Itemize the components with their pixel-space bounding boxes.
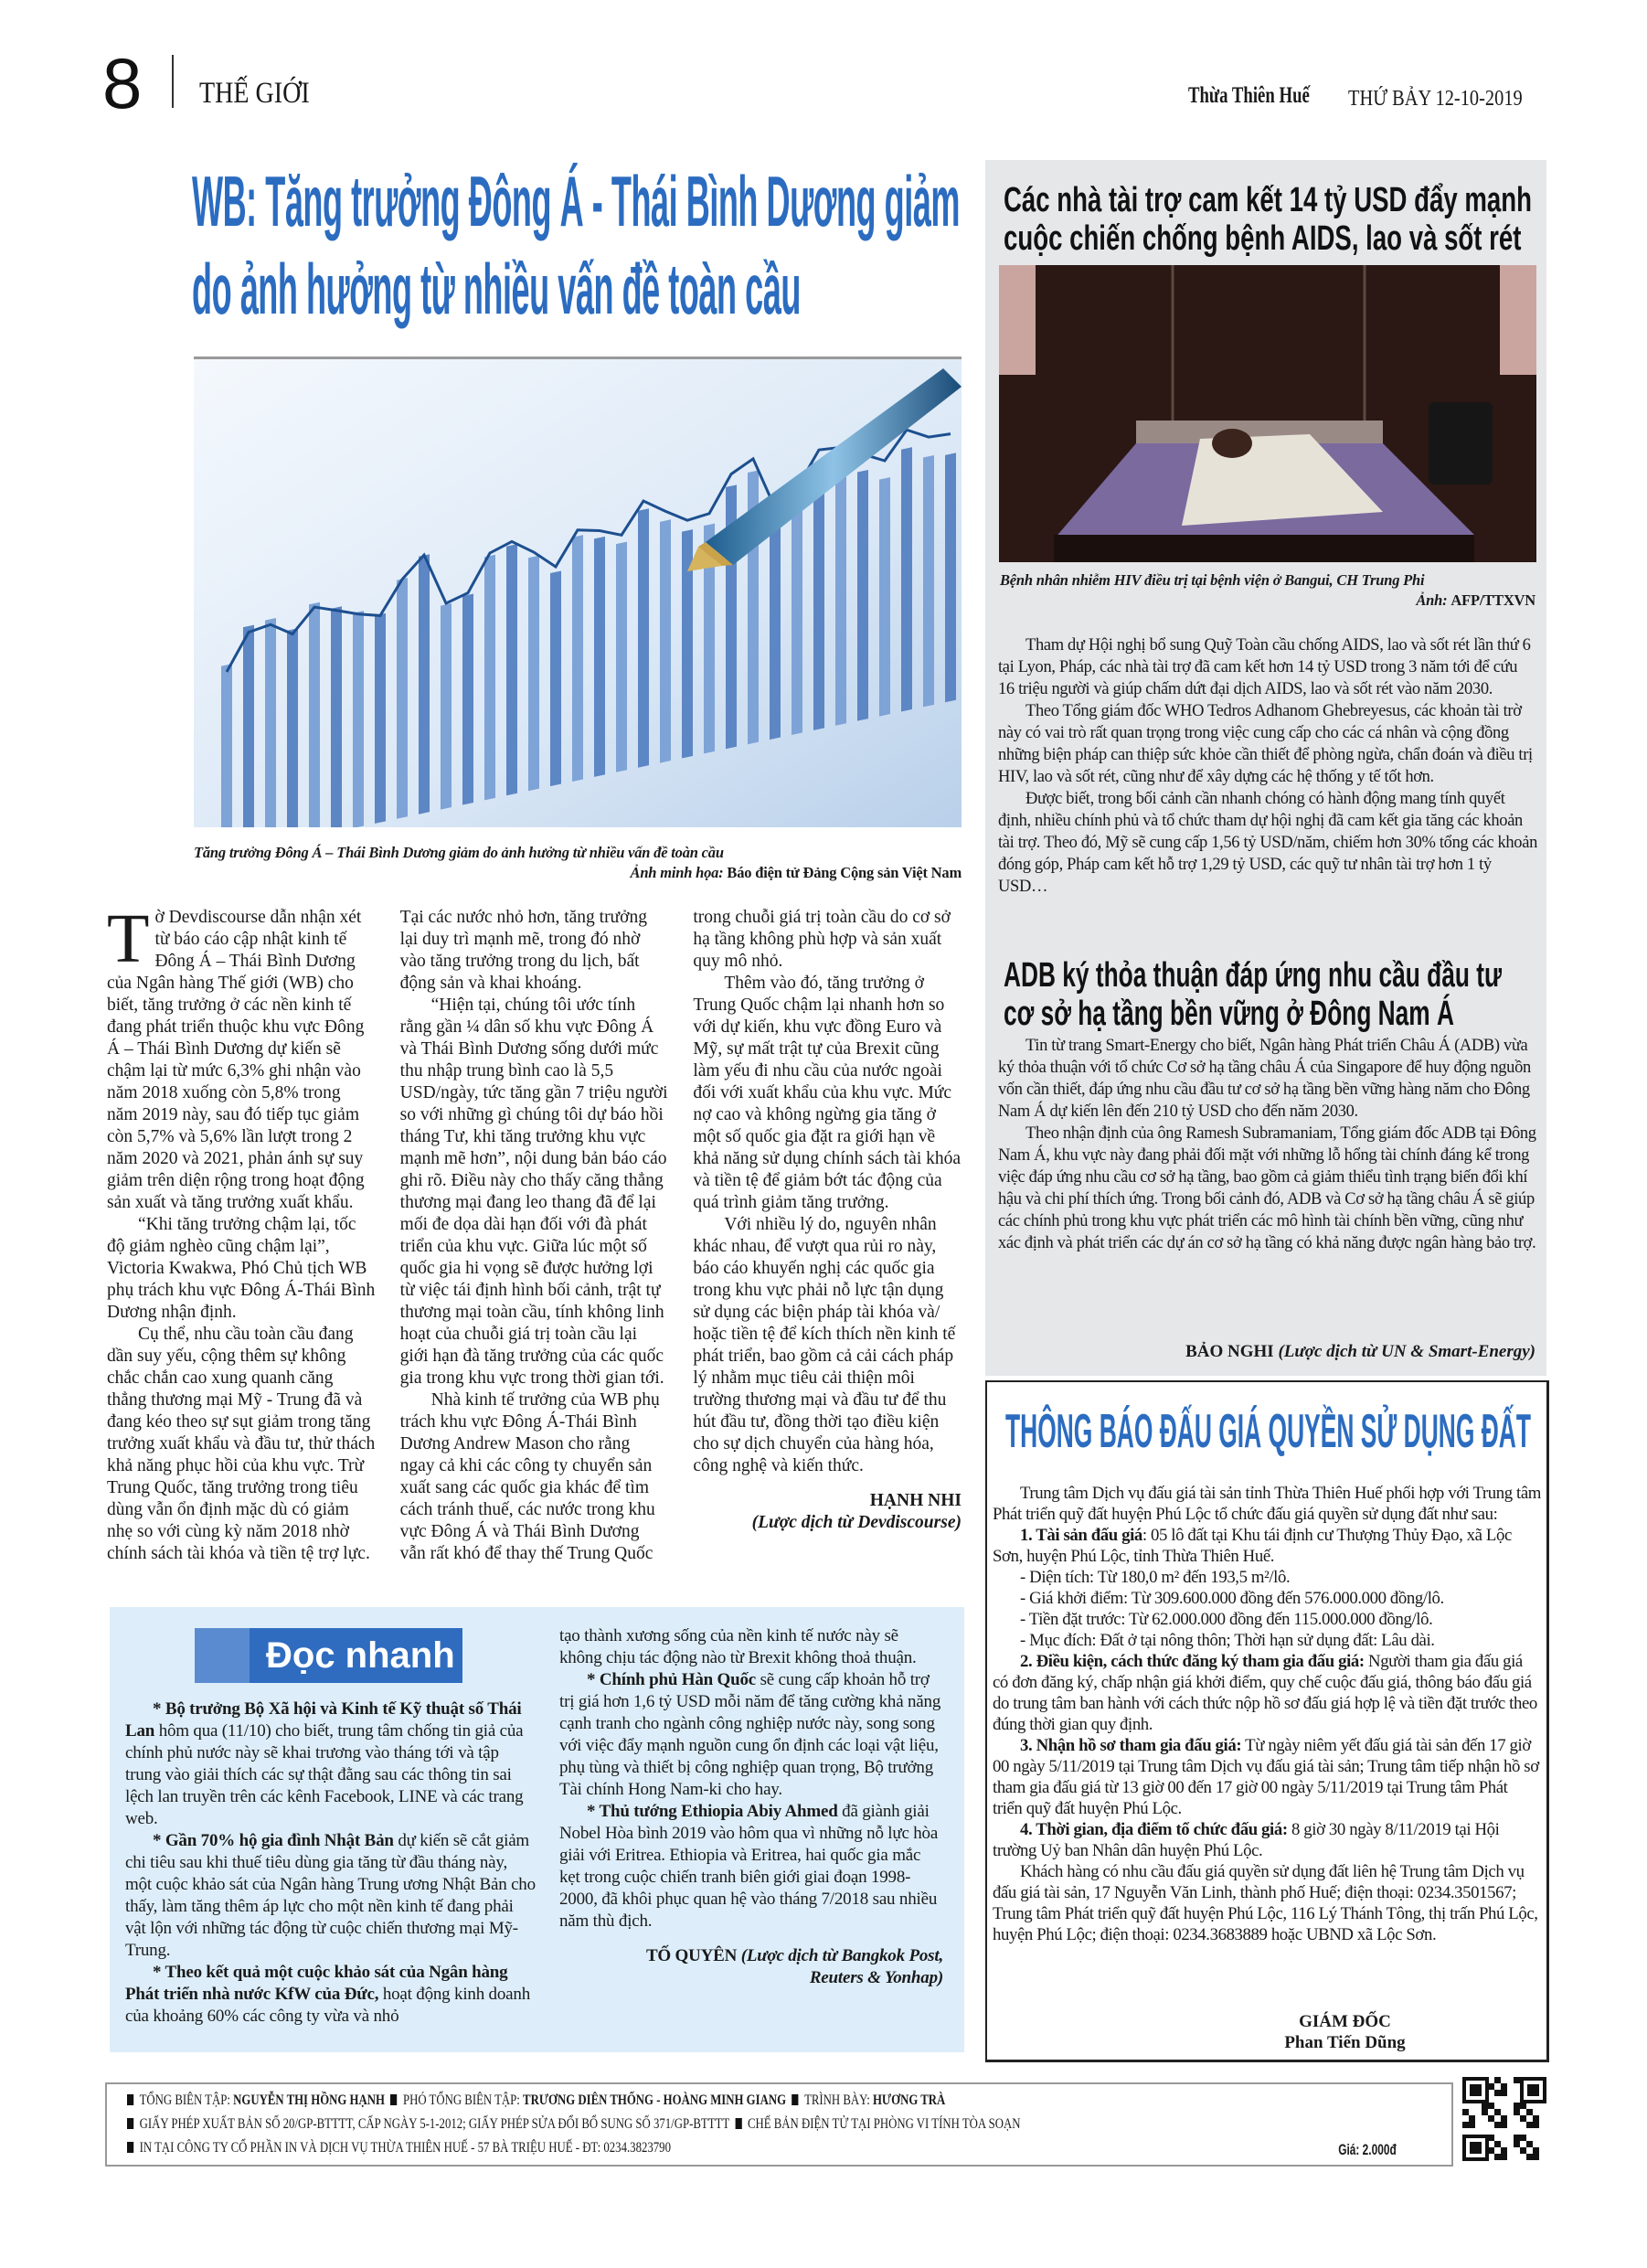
illustration-bar: [441, 603, 452, 810]
footer-line: [127, 2139, 671, 2157]
paper-name: Thừa Thiên Huế: [1188, 83, 1310, 108]
price: Giá: 2.000đ: [1338, 2141, 1397, 2158]
signer-name: Phan Tiến Dũng: [1284, 2033, 1406, 2052]
photo-credit: [194, 863, 962, 883]
auction-detail: - Mục đích: Đất ở tại nông thôn; Thời hạn sử dụng đất: Lâu dài.: [1020, 1631, 1435, 1650]
footer-line: [127, 2092, 945, 2110]
illustration-bar: [923, 455, 934, 707]
caption-text: Bệnh nhân nhiễm HIV điều trị tại bệnh viện ở Bangui, CH Trung Phi: [1000, 571, 1425, 589]
header-divider: [172, 55, 174, 108]
credit-label: Ảnh:: [1416, 591, 1448, 609]
illustration-bar: [572, 535, 583, 782]
auction-signature: [985, 2011, 1549, 2053]
illustration-bar: [287, 628, 298, 827]
illustration-bar: [462, 594, 473, 805]
illustration-bar: [792, 502, 802, 735]
item-text: hôm qua (11/10) cho biết, trung tâm chống tin giả của chính phủ nước này sẽ khai trương vào tháng tới và tập trung vào giải thích các sự thật đằng sau các thông tin sai lệch lan truyền trên các kênh Facebook, LINE và các trang web.: [125, 1721, 524, 1828]
quick-read-byline: [559, 1945, 943, 1967]
banner-text: Đọc nhanh: [266, 1635, 455, 1676]
illustration-bar: [375, 613, 386, 824]
drop-cap: T: [107, 900, 150, 977]
illustration-chart-pen: [194, 357, 962, 827]
item-lead: * Chính phủ Hàn Quốc: [587, 1670, 757, 1689]
item-text: 8 giờ 30 ngày 8/11/2019 tại Hội trường Uỷ ban Nhân dân huyện Phú Lộc.: [993, 1820, 1500, 1860]
photo-credit: [1000, 591, 1535, 611]
printer-text: IN TẠI CÔNG TY CỔ PHẦN IN VÀ DỊCH VỤ THỪA THIÊN HUẾ - 57 BÀ TRIỆU HUẾ - ĐT: 0234.3823790: [139, 2140, 671, 2156]
illustration-bar: [331, 606, 342, 827]
main-image-caption: [194, 843, 962, 883]
editor-name: NGUYỄN THỊ HỒNG HẠNH: [233, 2092, 385, 2108]
article-author: HẠNH NHI: [869, 1491, 962, 1510]
item-label: 4. Thời gian, địa điểm tổ chức đấu giá:: [1020, 1820, 1288, 1839]
article-paragraph: Tham dự Hội nghị bổ sung Quỹ Toàn cầu chống AIDS, lao và sốt rét lần thứ 6 tại Lyon, Pháp, các nhà tài trợ đã cam kết hơn 14 tỷ USD trong 3 năm tới để cứu 16 triệu người và giúp chấm dứt đại dịch AIDS, lao và sốt rét vào năm 2030.: [998, 636, 1531, 698]
item-lead: * Bộ trưởng Bộ Xã hội và Kinh tế Kỹ thuật số Thái Lan: [125, 1699, 522, 1741]
auction-item: [993, 1525, 1541, 1567]
auction-item: [993, 1735, 1541, 1819]
auction-body: [993, 1483, 1541, 1945]
illustration-bar: [835, 463, 846, 726]
credit-source: AFP/TTXVN: [1450, 591, 1535, 609]
illustration-bar: [616, 542, 627, 772]
credit-label: Ảnh minh họa:: [630, 864, 724, 881]
item-label: 2. Điều kiện, cách thức đăng ký tham gia đấu giá:: [1020, 1652, 1365, 1671]
illustration-bar: [265, 618, 276, 827]
paragraph-text: ờ Devdiscourse dẫn nhận xét từ báo cáo cập nhật kinh tế Đông Á – Thái Bình Dương của Ngân hàng Thế giới (WB) cho biết, tăng trưởng ở các nền kinh tế đang phát triển thuộc khu vực Đông Á – Thái Bình Dương dự kiến sẽ chậm lại từ mức 6,3% ghi nhận vào năm 2018 xuống còn 5,8% trong năm 2019 này, sau đó tiếp tục giảm còn 5,7% và 5,6% lần lượt trong 2 năm 2020 và 2021, phản ánh sự suy giảm trên diện rộng trong hoạt động sản xuất và tăng trưởng xuất khẩu.: [107, 908, 365, 1212]
auction-title: [1005, 1404, 1531, 1459]
auction-intro: Trung tâm Dịch vụ đấu giá tài sản tỉnh Thừa Thiên Huế phối hợp với Trung tâm Phát triển quỹ đất huyện Phú Lộc tổ chức đấu giá quyền sử dụng đất như sau:: [993, 1484, 1542, 1524]
page-number: 8: [102, 43, 143, 123]
article-paragraph: Tin từ trang Smart-Energy cho biết, Ngân hàng Phát triển Châu Á (ADB) vừa ký thỏa thuận với tổ chức Cơ sở hạ tầng châu Á của Singapore để huy động nguồn vốn cần thiết, đáp ứng nhu cầu đầu tư cơ sở hạ tầng bền vững hàng năm cho Đông Nam Á dự kiến lên đến 210 tỷ USD cho đến năm 2030.: [998, 1037, 1531, 1121]
article-paragraph: Được biết, trong bối cảnh cần nhanh chóng có hành động mang tính quyết định, nhiều chính phủ và tổ chức tham dự hội nghị đã cam kết gia tăng các khoản tài trợ. Theo đó, Mỹ sẽ cung cấp 1,56 tỷ USD/năm, chiếm hơn 30% tổng các khoản đóng góp, Pháp cam kết hỗ trợ 1,29 tỷ USD, các quỹ tư nhân tài trợ hơn 1 tỷ USD…: [998, 790, 1537, 896]
quick-read-column: [125, 1698, 537, 2028]
article-paragraph: “Hiện tại, chúng tôi ước tính rằng gần ¼ dân số khu vực Đông Á và Thái Bình Dương sống dưới mức thu nhập trung bình cao là 5,5 USD/ngày, tức tăng gần 7 triệu người so với những gì chúng tôi dự báo hồi tháng Tư, khi tăng trưởng khu vực mạnh mẽ hơn”, nội dung bản báo cáo ghi rõ. Điều này cho thấy căng thẳng thương mại đang leo thang đã để lại mối đe dọa dài hạn đối với đà phát triển của khu vực. Giữa lúc một số quốc gia hi vọng sẽ được hưởng lợi từ việc tái định hình bối cảnh, trật tự thương mại toàn cầu, tính không linh hoạt của chuỗi giá trị toàn cầu lại giới hạn đà tăng trưởng của các quốc gia trong khu vực trong thời gian tới.: [399, 996, 668, 1388]
item-text: hoạt động kinh doanh của khoảng 60% các công ty vừa và nhỏ: [125, 1985, 530, 2026]
article-paragraph: [107, 900, 376, 1214]
auction-title-text: THÔNG BÁO ĐẤU GIÁ QUYỀN SỬ DỤNG ĐẤT: [1005, 1405, 1531, 1458]
illustration-bar: [594, 537, 605, 777]
illustration-bar: [638, 508, 649, 767]
section-name: THẾ GIỚI: [199, 77, 310, 110]
label: TỔNG BIÊN TẬP:: [139, 2092, 230, 2108]
adb-article-body: [998, 1035, 1537, 1254]
illustration-bar: [857, 470, 868, 721]
item-label: 1. Tài sản đấu giá: [1020, 1526, 1142, 1545]
license-text: GIẤY PHÉP XUẤT BẢN SỐ 20/GP-BTTTT, CẤP NGÀY 5-1-2012; GIẤY PHÉP SỬA ĐỔI BỔ SUNG SỐ 371/GP-BTTTT: [139, 2116, 729, 2132]
quick-item: [125, 1962, 537, 2028]
illustration-bar: [397, 578, 408, 819]
item-text: dự kiến sẽ cắt giảm chi tiêu sau khi thuế tiêu dùng gia tăng từ đầu tháng này, một cuộc khảo sát của Ngân hàng Trung ương Nhật Bản cho thấy, làm tăng thêm áp lực cho một nền kinh tế đang phải vật lộn với những tác động từ cuộc chiến thương mại Mỹ-Trung.: [125, 1831, 536, 1960]
item-text: Người tham gia đấu giá có đơn đăng ký, chấp nhận giá khởi điểm, quy chế cuộc đấu giá, thông báo đấu giá do trung tâm ban hành với cách thức nộp hồ sơ đấu giá hợp lệ và tiền đặt trước theo đúng thời gian quy định.: [993, 1652, 1537, 1734]
auction-contact: Khách hàng có nhu cầu đấu giá quyền sử dụng đất liên hệ Trung tâm Dịch vụ đấu giá tài sản, 17 Nguyễn Văn Linh, thành phố Huế; điện thoại: 0234.3501567; Trung tâm Phát triển quỹ đất huyện Phú Lộc, 116 Lý Thánh Tông, thị trấn Phú Lộc, huyện Phú Lộc; điện thoại: 0234.3683889 hoặc UBND xã Lộc Sơn.: [993, 1862, 1538, 1944]
illustration-bar: [243, 625, 254, 827]
article-paragraph: Với nhiều lý do, nguyên nhân khác nhau, để vượt qua rủi ro này, báo cáo khuyến nghị các quốc gia trong khu vực phải nỗ lực tận dụng sử dụng các biện pháp tài khóa và/ hoặc tiền tệ để kích thích nền kinh tế phát triển, bao gồm cả cải cách pháp lý nhằm mục tiêu cải thiện môi trường thương mại và đầu tư để thu hút đầu tư, đồng thời tạo điều kiện cho sự dịch chuyển của hàng hóa, công nghệ và kiến thức.: [693, 1215, 956, 1475]
quick-item: [125, 1698, 537, 1830]
title-line: ADB ký thỏa thuận đáp ứng nhu cầu đầu tư: [1004, 956, 1502, 995]
adb-byline: [998, 1342, 1535, 1362]
issue-date: THỨ BẢY 12-10-2019: [1348, 87, 1523, 111]
aids-article-title: [1004, 181, 1532, 258]
headline-line: do ảnh hưởng từ nhiều vấn đề toàn cầu: [192, 249, 801, 329]
title-line: cơ sở hạ tầng bền vững ở Đông Nam Á: [1004, 995, 1454, 1033]
item-lead: * Theo kết quả một cuộc khảo sát của Ngân hàng Phát triển nhà nước KfW của Đức,: [125, 1963, 508, 2004]
illustration-bar: [879, 477, 890, 717]
label: PHÓ TỔNG BIÊN TẬP:: [402, 2092, 520, 2108]
title-line: Các nhà tài trợ cam kết 14 tỷ USD đẩy mạnh: [1004, 181, 1532, 219]
illustration-bar: [660, 519, 671, 762]
adb-article-title: [1004, 956, 1502, 1033]
illustration-bar: [353, 611, 364, 827]
article-source: (Lược dịch từ UN & Smart-Energy): [1278, 1342, 1535, 1361]
auction-detail: - Giá khởi điểm: Từ 309.600.000 đồng đến 576.000.000 đồng/lô.: [1020, 1589, 1444, 1608]
deputy-names: TRƯƠNG DIÊN THỐNG - HOÀNG MINH GIANG: [523, 2092, 787, 2108]
qr-code-icon[interactable]: [1462, 2077, 1546, 2161]
auction-item: [993, 1651, 1541, 1735]
quick-item: [559, 1801, 943, 1933]
footer-line: [127, 2115, 1020, 2134]
masthead-footer: [105, 2082, 1453, 2167]
auction-detail: - Tiền đặt trước: Từ 62.000.000 đồng đến 115.000.000 đồng/lô.: [1020, 1610, 1433, 1629]
illustration-bar: [528, 556, 539, 792]
auction-detail: - Diện tích: Từ 180,0 m² đến 193,5 m²/lô.: [1020, 1568, 1291, 1587]
main-article-body: [107, 900, 962, 1592]
article-paragraph: Cụ thể, nhu cầu toàn cầu đang dần suy yếu, cộng thêm sự không chắc chắn cao xung quanh căng thẳng thương mại Mỹ - Trung đã và đang kéo theo sự sụt giảm trong tăng trưởng xuất khẩu và đầu tư, thử thách khả năng phục hồi của khu vực. Trừ Trung Quốc, tăng trưởng trong tiêu dùng vẫn ổn định mặc dù có giảm nhẹ so với cùng kỳ năm 2018 nhờ chính sách tài khóa và tiền tệ trợ lực. Tại các nước nhỏ hơn, tăng trưởng lại duy trì mạnh mẽ, trong đó nhờ vào tăng trưởng trong du lịch, bất động sản và khai khoáng.: [107, 908, 647, 1563]
title-line: cuộc chiến chống bệnh AIDS, lao và sốt rét: [1004, 219, 1522, 258]
main-headline: [192, 157, 960, 333]
article-source: (Lược dịch từ Devdiscourse): [751, 1513, 962, 1532]
illustration-bar: [813, 463, 824, 729]
illustration-bar: [506, 544, 517, 795]
item-lead: * Gần 70% hộ gia đình Nhật Bản: [153, 1831, 394, 1850]
article-source: Reuters & Yonhap): [809, 1968, 943, 1987]
layout-name: HƯƠNG TRÀ: [872, 2092, 946, 2108]
typeset-text: CHẾ BẢN ĐIỆN TỬ TẠI PHÒNG VI TÍNH TÒA SOẠN: [747, 2116, 1021, 2132]
photo-caption: [1000, 570, 1535, 611]
article-source: (Lược dịch từ Bangkok Post,: [740, 1946, 943, 1965]
item-text: Từ ngày niêm yết đấu giá tài sản đến 17 giờ 00 ngày 5/11/2019 tại Trung tâm Dịch vụ đấu giá tài sản; Trung tâm tiếp nhận hồ sơ tham gia đấu giá từ 13 giờ 00 đến 17 giờ 00 ngày 5/11/2019 tại Trung tâm Phát triển quỹ đất huyện Phú Lộc.: [993, 1736, 1539, 1818]
label: TRÌNH BÀY:: [804, 2092, 870, 2108]
article-paragraph: “Khi tăng trưởng chậm lại, tốc độ giảm nghèo cũng chậm lại”, Victoria Kwakwa, Phó Chủ tịch WB phụ trách khu vực Đông Á-Thái Bình Dương nhận định.: [107, 1215, 376, 1322]
article-paragraph: Theo nhận định của ông Ramesh Subramaniam, Tổng giám đốc ADB tại Đông Nam Á, khu vực này đang phải đối mặt với những lỗ hổng tài chính đáng kể trong việc đáp ứng nhu cầu cơ sở hạ tầng, bao gồm cả giảm thiểu tình trạng biến đổi khí hậu và chi phí thích ứng. Trong bối cảnh đó, ADB và Cơ sở hạ tầng châu Á sẽ giúp các chính phủ trong khu vực phát triển các mô hình tài chính bền vững, cũng như xác định và phát triển các dự án cơ sở hạ tầng có khả năng được ngân hàng bảo trợ.: [998, 1124, 1536, 1252]
article-author: TỐ QUYÊN: [645, 1946, 738, 1965]
item-text: đã giành giải Nobel Hòa bình 2019 vào hôm qua vì những nỗ lực hòa giải với Eritrea. Ethiopia và Eritrea, hai quốc gia mắc kẹt trong cuộc chiến tranh biên giới giai đoạn 1998-2000, đã khôi phục quan hệ vào tháng 7/2018 sau nhiều năm thù địch.: [559, 1802, 939, 1931]
credit-source: Báo điện tử Đảng Cộng sản Việt Nam: [727, 864, 962, 881]
article-paragraph: Thêm vào đó, tăng trưởng ở Trung Quốc chậm lại nhanh hơn so với dự kiến, khu vực đồng Euro và Mỹ, sự mất trật tự của Brexit cũng làm yếu đi nhu cầu của nước ngoài đối với xuất khẩu của khu vực. Mức nợ cao và không ngừng gia tăng ở một số quốc gia đặt ra giới hạn về khả năng sử dụng chính sách tài khóa và tiền tệ để giảm bớt tác động của quá trình giảm tăng trưởng.: [693, 974, 962, 1212]
item-label: 3. Nhận hồ sơ tham gia đấu giá:: [1020, 1736, 1242, 1755]
aids-article-body: [998, 634, 1537, 898]
signer-title: GIÁM ĐỐC: [1299, 2012, 1391, 2031]
quick-item: [125, 1830, 537, 1962]
item-lead: * Thủ tướng Ethiopia Abiy Ahmed: [587, 1802, 838, 1821]
hospital-photo: [999, 265, 1536, 562]
quick-read-column: [559, 1625, 943, 1989]
caption-text: Tăng trưởng Đông Á – Thái Bình Dương giảm do ảnh hưởng từ nhiều vấn đề toàn cầu: [194, 844, 724, 861]
item-text: : 05 lô đất tại Khu tái định cư Thượng Thủy Đạo, xã Lộc Sơn, huyện Phú Lộc, tỉnh Thừa Thiên Huế.: [993, 1526, 1512, 1566]
illustration-bar: [309, 602, 320, 827]
illustration-bar: [550, 571, 561, 787]
quick-read-banner: [195, 1628, 462, 1683]
illustration-bar: [770, 520, 781, 740]
quick-item: [559, 1669, 943, 1801]
auction-item: [993, 1819, 1541, 1861]
headline-line: WB: Tăng trưởng Đông Á - Thái Bình Dương giảm: [192, 161, 960, 241]
article-paragraph: Theo Tổng giám đốc WHO Tedros Adhanom Ghebreyesus, các khoản tài trờ này có vai trò rất quan trọng trong việc cung cấp cho các cá nhân và cộng đồng những biện pháp can thiệp sức khỏe cần thiết để phòng ngừa, chẩn đoán và điều trị HIV, lao và sốt rét, cũng như để xây dựng các hệ thống y tế tốt hơn.: [998, 702, 1533, 786]
illustration-bar: [484, 555, 495, 801]
article-paragraph: Nhà kinh tế trưởng của WB phụ trách khu vực Đông Á-Thái Bình Dương Andrew Mason cho rằng ngay cả khi các công ty chuyển sản xuất sang các quốc gia khác để tìm cách tránh thuế, các nước trong khu vực Đông Á và Thái Bình Dương vẫn rất khó để thay thế Trung Quốc trong chuỗi giá trị toàn cầu do cơ sở hạ tầng không phù hợp và sản xuất quy mô nhỏ.: [399, 908, 951, 1563]
illustration-bar: [945, 453, 956, 702]
illustration-bar: [901, 447, 912, 711]
illustration-bar: [419, 554, 430, 814]
illustration-bar: [221, 664, 232, 827]
article-author: BẢO NGHI: [1185, 1342, 1274, 1361]
quick-item: tạo thành xương sống của nền kinh tế nước này sẽ không chịu tác động nào từ Brexit không thoả thuận.: [559, 1626, 917, 1667]
item-text: sẽ cung cấp khoản hỗ trợ trị giá hơn 1,6 tỷ USD mỗi năm để tăng cường khả năng cạnh tranh cho ngành công nghiệp nước này, song song với việc đẩy mạnh nguồn cung ổn định các loại vật liệu, phụ tùng và thiết bị công nghiệp quan trọng, Bộ trưởng Tài chính Hong Nam-ki cho hay.: [559, 1670, 941, 1799]
